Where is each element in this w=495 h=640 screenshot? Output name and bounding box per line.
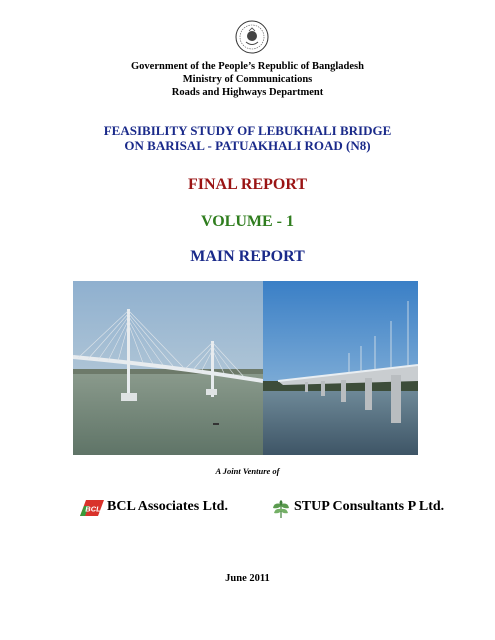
government-seal-logo [235,20,269,54]
ministry-line: Ministry of Communications [182,74,313,85]
bridge-photos [73,281,418,455]
report-name: MAIN REPORT [190,248,305,265]
department-line: Roads and Highways Department [171,87,324,98]
bcl-partner [80,498,250,520]
report-type: FINAL REPORT [187,176,307,193]
study-title-line-2: ON BARISAL - PATUAKHALI ROAD (N8) [124,138,371,153]
bcl-logo [80,500,104,516]
header-block [0,60,495,99]
stup-leaf-logo [272,498,290,518]
stup-partner [272,498,452,520]
girder-bridge-photo [263,281,418,455]
volume-label: VOLUME - 1 [200,213,294,230]
report-date: June 2011 [225,573,270,584]
cable-stayed-bridge-photo [73,281,263,455]
bcl-logo-text: BCL [85,504,101,514]
study-title-line-1: FEASIBILITY STUDY OF LEBUKHALI BRIDGE [103,123,392,138]
study-title [0,123,495,153]
bcl-company-name: BCL Associates Ltd. [107,499,228,514]
stup-company-name: STUP Consultants P Ltd. [294,499,445,514]
government-line: Government of the People’s Republic of Bangladesh [131,61,364,72]
joint-venture-label: A Joint Venture of [215,466,280,476]
